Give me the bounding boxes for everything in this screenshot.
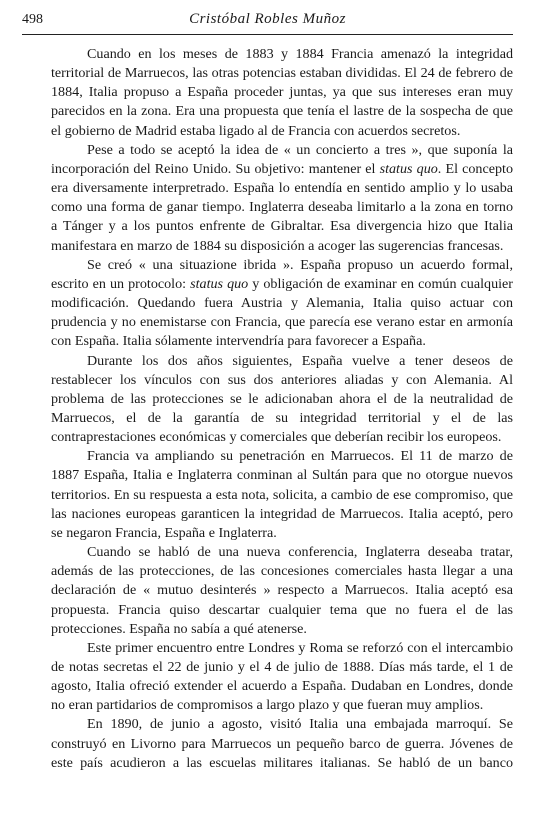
running-title: Cristóbal Robles Muñoz <box>189 11 346 27</box>
paragraph-text: Este primer encuentro entre Londres y Roma se reforzó con el intercambio de notas secretas el 22 de junio y el 4 de julio de 1888. Días más tarde, el 1 de agosto, Italia ofreció extender el acuerdo a España. Dudaban en Londres, donde no eran partidarios de compromisos a largo plazo y que fueran muy amplios. <box>51 639 513 714</box>
paragraph <box>51 543 513 639</box>
paragraph <box>51 45 513 141</box>
paragraph <box>51 639 513 716</box>
body-text <box>51 45 513 773</box>
paragraph <box>51 447 513 543</box>
italic-term: status quo <box>379 160 438 177</box>
paragraph <box>51 141 513 256</box>
paragraph <box>51 256 513 352</box>
paragraph-text: En 1890, de junio a agosto, visitó Italia una embajada marroquí. Se construyó en Livorno para Marruecos un pequeño barco de guerra. Jóvenes de este país acudieron a las escuelas militares italianas. Se habló de un banco <box>51 716 513 771</box>
paragraph-text: Cuando se habló de una nueva conferencia, Inglaterra deseaba tratar, además de las protecciones, de las concesiones comerciales hasta llegar a una declaración de « mutuo desinterés » respecto a Marruecos. Italia aceptó esa propuesta. Francia quiso descartar cualquier tema que no fuera el de las protecciones. España no sabía a qué atenerse. <box>51 544 513 637</box>
paragraph-text: y obligación de examinar en común cualquier modificación. Quedando fuera Austria y Alemania, Italia quiso actuar con prudencia y no enemistarse con Francia, que parecía ese verano estar en armonía con España. Italia sólamente intervendría para favorecer a España. <box>51 275 513 350</box>
paragraph-text: Cuando en los meses de 1883 y 1884 Francia amenazó la integridad territorial de Marruecos, las otras potencias estaban divididas. El 24 de febrero de 1884, Italia propuso a España proceder juntas, ya que sus intereses eran muy parecidos en la zona. Era una propuesta que tenía el lastre de la sospecha de que el gobierno de Madrid estaba ligado al de Francia con acuerdos secretos. <box>51 46 513 139</box>
paragraph <box>51 715 513 772</box>
paragraph-text: . El concepto era diversamente interpretrado. España lo entendía en sentido amplio y lo usaba como una forma de ganar tiempo. Inglaterra deseaba limitarlo a la zona en torno a Tánger y a los puntos enfrente de Gibraltar. Esa divergencia hizo que Italia manifestara en marzo de 1884 su disposición a acoger las sugerencias francesas. <box>51 160 513 254</box>
paragraph-text: Se creó « una situazione ibrida ». España propuso un acuerdo formal, escrito en un protocolo: <box>51 256 513 292</box>
paragraph-text: Francia va ampliando su penetración en Marruecos. El 11 de marzo de 1887 España, Italia e Inglaterra conminan al Sultán para que no otorgue nuevos territorios. En su respuesta a esta nota, solicita, a cambio de ese compromiso, que las naciones europeas garanticen la integridad de Marruecos. Italia aceptó, pero se negaron Francia, España e Inglaterra. <box>51 448 513 541</box>
paragraph <box>51 352 513 448</box>
page-header <box>22 8 513 32</box>
italic-term: status quo <box>190 275 249 292</box>
paragraph-text: Durante los dos años siguientes, España vuelve a tener deseos de restablecer los vínculos con sus dos anteriores aliadas y con Alemania. Al problema de las protecciones se le adicionaban ahora el de la neutralidad de Marruecos, el de la garantía de su integridad territorial y el de las contraprestaciones económicas y comerciales que deberían recibir los europeos. <box>51 352 513 446</box>
paragraph-text: Pese a todo se aceptó la idea de « un concierto a tres », que suponía la incorporación del Reino Unido. Su objetivo: mantener el <box>51 141 513 177</box>
page-number: 498 <box>22 12 43 27</box>
header-rule <box>22 34 513 35</box>
